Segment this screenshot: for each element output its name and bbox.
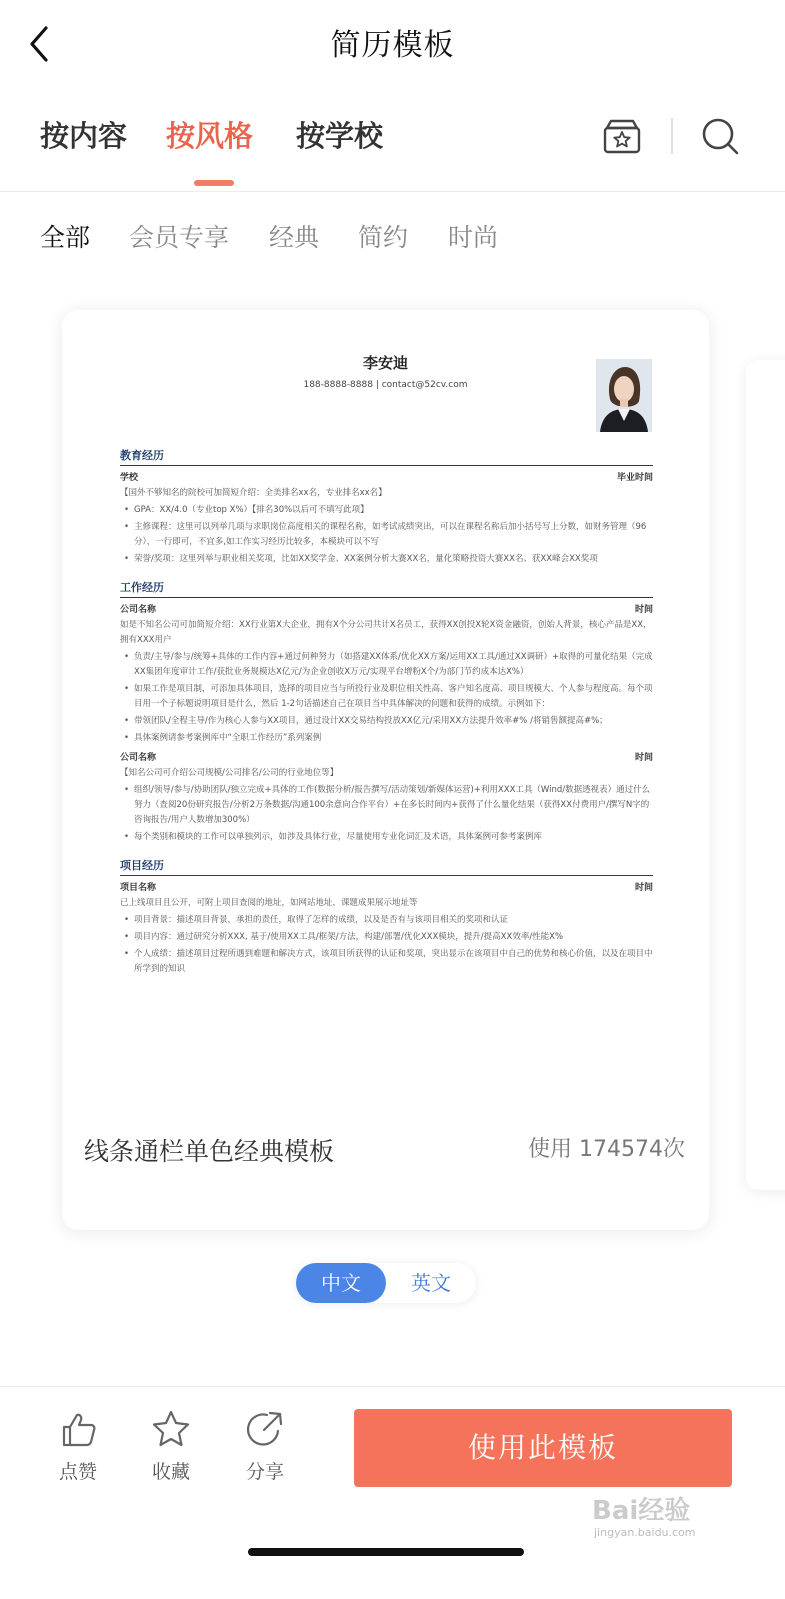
star-box-icon: [602, 116, 642, 156]
favorites-button[interactable]: [602, 116, 642, 156]
template-name: 线条通栏单色经典模板: [84, 1137, 335, 1166]
style-tab-fashion[interactable]: 时尚: [448, 223, 499, 252]
watermark-main: Bai经验: [592, 1496, 691, 1526]
watermark-url: jingyan.baidu.com: [594, 1526, 696, 1539]
share-button[interactable]: [235, 1409, 295, 1484]
resume-photo: [596, 359, 652, 432]
category-tabs: [0, 100, 785, 192]
star-icon: [151, 1409, 191, 1449]
style-tab-vip[interactable]: 会员专享: [129, 223, 230, 252]
tab-by-content[interactable]: 按内容: [40, 119, 128, 153]
language-option-english[interactable]: 英文: [411, 1271, 451, 1295]
resume-body: [120, 435, 653, 979]
resume-education-section: 教育经历 学校 毕业时间 【国外不够知名的院校可加简短介绍：全美排名xx名，专业排名xx名】 • GPA：XX/4.0（专业top X%）【排名30%以后可不填写此项】 • 主修课程：这里可以列举几项与求职岗位高度相关的课程名称，如考试成绩突出，可以在课程名称后加小括号写上分数，如财务管理（96分），一行即可，不宜多,如工作实习经历比较多，本模块可以不写 • 荣誉/奖项：这里列举与职业相关奖项，比如XX奖学金、XX案例分析大赛XX名，量化策略投资大赛XX名、获XX峰会XX奖项: [120, 447, 653, 567]
style-tab-all[interactable]: 全部: [40, 223, 91, 252]
favorite-button[interactable]: [141, 1409, 201, 1484]
template-card[interactable]: [62, 310, 709, 1230]
language-option-chinese[interactable]: 中文: [296, 1263, 386, 1303]
share-label: 分享: [245, 1461, 284, 1483]
resume-contact: 188-8888-8888 | contact@52cv.com: [303, 380, 468, 390]
use-template-button[interactable]: 使用此模板: [354, 1409, 732, 1487]
baidu-watermark: [592, 1490, 742, 1550]
resume-name: 李安迪: [362, 354, 408, 372]
thumbs-up-icon: [58, 1409, 98, 1449]
tab-by-style[interactable]: 按风格: [166, 119, 254, 153]
share-icon: [245, 1409, 285, 1449]
top-bar: [0, 0, 785, 90]
search-button[interactable]: [700, 116, 740, 156]
favorite-label: 收藏: [151, 1461, 190, 1483]
next-template-card[interactable]: [746, 360, 785, 1190]
resume-project-section: 项目经历 项目名称 时间 已上线项目且公开，可附上项目查阅的地址，如网站地址，课题成果展示地址等 • 项目背景：描述项目背景，承担的责任，取得了怎样的成绩，以及是否有与该项目相关的奖项和认证 • 项目内容：通过研究分析XXX, 基于/使用XX工具/框架/方法，构建/部署/优化XXX模块，提升/提高XX效率/性能X% • 个人成绩：描述项目过程所遇到难题和解决方式，该项目所获得的认证和奖项，突出显示在该项目中自己的优势和核心价值，以及在项目中所学到的知识: [120, 857, 653, 977]
style-tab-classic[interactable]: 经典: [269, 223, 320, 252]
style-tab-simple[interactable]: 简约: [358, 223, 409, 252]
active-tab-indicator: [194, 180, 234, 186]
tab-by-school[interactable]: 按学校: [296, 119, 384, 153]
search-icon: [700, 116, 740, 156]
page-title: 简历模板: [330, 28, 455, 63]
style-filter-tabs: [0, 212, 785, 262]
like-label: 点赞: [58, 1461, 97, 1483]
resume-preview[interactable]: [62, 310, 709, 1130]
template-usage-count: 使用 174574次: [528, 1137, 685, 1162]
header-divider: [671, 118, 673, 154]
like-button[interactable]: [48, 1409, 108, 1484]
home-indicator: [248, 1548, 524, 1556]
resume-work-section: 工作经历 公司名称 时间 如是不知名公司可加简短介绍：XX行业第X大企业，拥有X个分公司共计X名员工，获得XX创投X轮X资金融资，创始人背景，核心产品是XX，拥有XXX用户 • 负责/主导/参与/统筹+具体的工作内容+通过何种努力（如搭建XX体系/优化XX方案/运用XX工具/通过XX调研）+取得的可量化结果（完成XX集团年度审计工作/获批业务规模达X亿元/为企业创收X万元/实现平台增粉X个/为部门节约成本达X%） • 如果工作是项目制，可添加具体项目，选择的项目应当与所投行业及职位相关性高、客户知名度高、项目规模大、个人参与程度高。每个项目用一个子标题说明项目是什么，然后 1-2句话描述自己在项目当中具体解决的问题和获得的成绩。示例如下： • 带领团队/全程主导/作为核心人参与XX项目，通过设计XX交易结构投放XX亿元/采用XX方法提升效率#% /将销售额提高#%； • 具体案例请参考案例库中“全职工作经历”系列案例 公司名称 时间 【知名公司可介绍公司规模/公司排名/公司的行业地位等】 • 组织/领导/参与/协助团队/独立完成+具体的工作(数据分析/报告撰写/活动策划/新媒体运营)+利用XXX工具（Wind/数据透视表）通过什么努力（查阅20份研究报告/分析2万条数据/沟通100余意向合作平台）+在多长时间内+获得了什么量化结果（获得XX付费用户/撰写N字的咨询报告/用户人数增加300%） • 每个类别和模块的工作可以单独列示，如涉及具体行业，尽量使用专业化词汇及术语，具体案例可参考案例库: [120, 579, 653, 845]
language-toggle: [296, 1263, 476, 1303]
